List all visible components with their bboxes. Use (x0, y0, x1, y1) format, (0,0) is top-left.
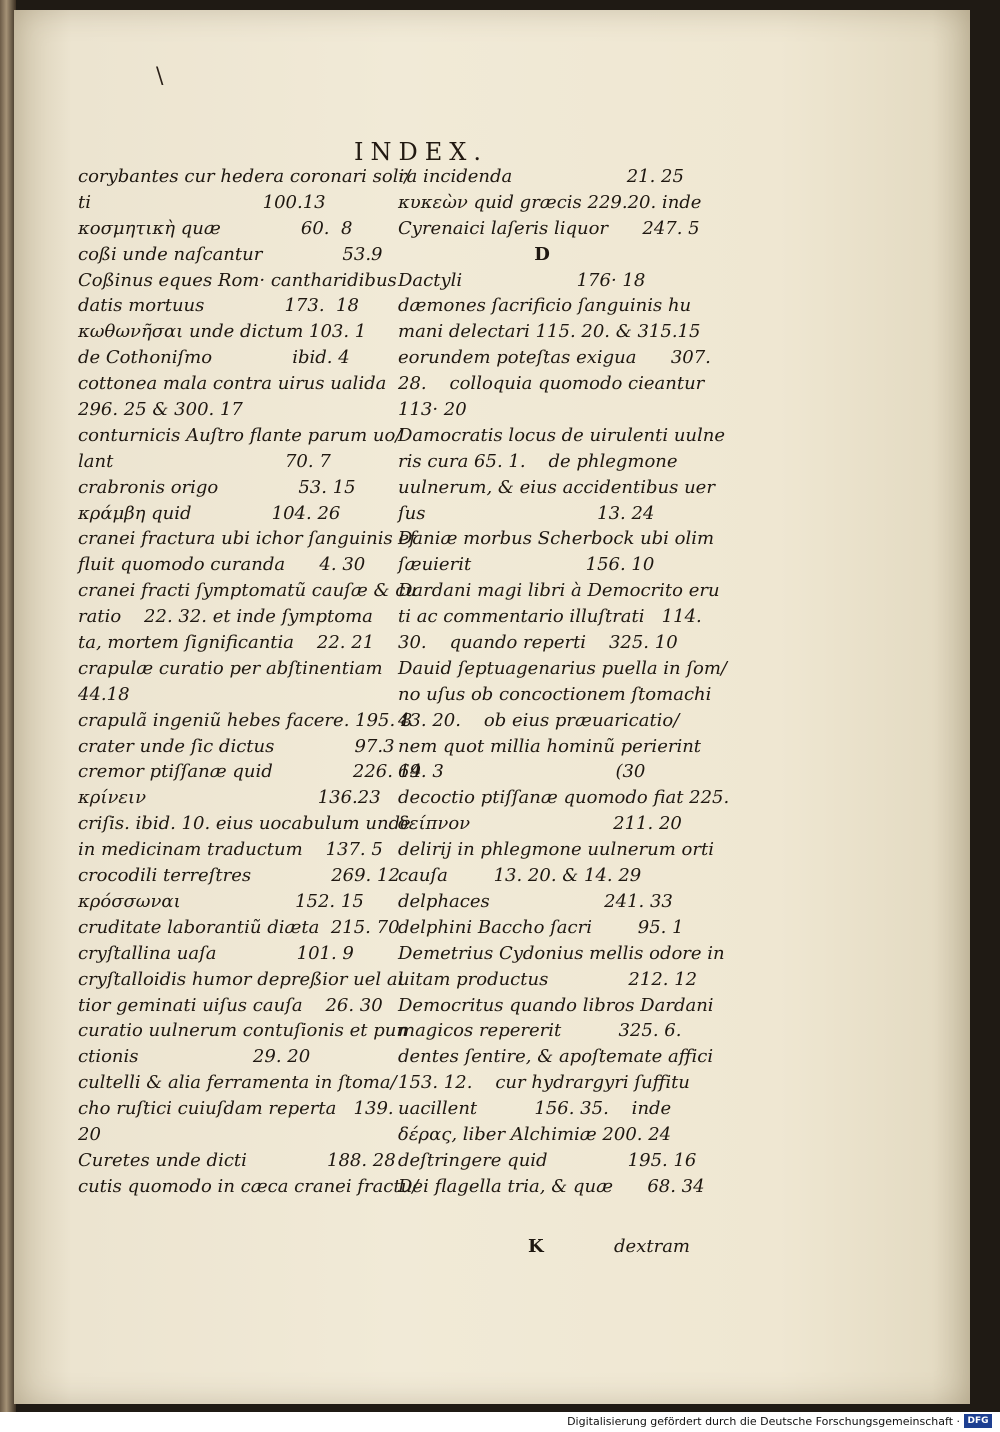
index-entry-line: 43. 20. ob eius præuaricatio/ (398, 709, 680, 731)
index-entry-line: fluit quomodo curanda 4. 30 (78, 554, 366, 576)
index-entry-line: deſtringere quid 195. 16 (398, 1149, 697, 1171)
index-entry-line: Coßinus eques Rom· cantharidibus (78, 269, 397, 291)
index-entry-line: eorundem poteſtas exigua 307. (398, 347, 711, 369)
index-entry-line: Democritus quando libros Dardani (398, 994, 714, 1016)
index-entry-line: κοσμητικὴ quæ 60. 8 (78, 217, 353, 239)
index-entry-line: ratio 22. 32. et inde ſymptoma (78, 606, 373, 628)
index-entry-line: lant 70. 7 (78, 450, 331, 472)
index-entry-line: ſus 13. 24 (398, 502, 655, 524)
index-entry-line: cutis quomodo in cæca cranei fractu/ (78, 1175, 419, 1197)
index-entry-line: δέρας, liber Alchimiæ 200. 24 (398, 1123, 672, 1145)
index-entry-line: crabronis origo 53. 15 (78, 476, 356, 498)
index-entry-line: decoctio ptiſſanæ quomodo fiat 225. (398, 787, 730, 809)
index-entry-line: nem quot millia hominũ perierint (398, 735, 702, 757)
index-entry-line: Dei flagella tria, & quæ 68. 34 (398, 1175, 705, 1197)
index-entry-line: cho ruſtici cuiuſdam reperta 139. (78, 1098, 394, 1120)
index-column-left (78, 164, 422, 1200)
index-entry-line: crapulã ingeniũ hebes facere. 195. 8 (78, 709, 413, 731)
index-entry-line: κρίνειν 136.23 (78, 787, 381, 809)
index-entry-line: Damocratis locus de uirulenti uulne (398, 424, 726, 446)
digitization-note: Digitalisierung gefördert durch die Deutsche Forschungsgemeinschaft · (567, 1415, 960, 1428)
index-entry-line: ſæuierit 156. 10 (398, 554, 655, 576)
index-entry-line: 69. 3 (30 (398, 761, 646, 783)
index-entry-line: Dardani magi libri à Democrito eru (398, 580, 720, 602)
index-entry-line: in medicinam traductum 137. 5 (78, 839, 383, 861)
index-entry-line: Curetes unde dicti 188. 28 (78, 1149, 396, 1171)
index-entry-line: cryſtalloidis humor depreßior uel al (78, 968, 404, 990)
index-entry-line: Demetrius Cydonius mellis odore in (398, 942, 725, 964)
index-entry-line: datis mortuus 173. 18 (78, 295, 359, 317)
index-entry-line: delirij in phlegmone uulnerum orti (398, 839, 714, 861)
index-entry-line: ti 100.13 (78, 191, 326, 213)
running-header: INDEX. (354, 138, 488, 166)
index-entry-line: κωθωνῆσαι unde dictum 103. 1 (78, 321, 367, 343)
index-entry-line: dæmones ſacrificio ſanguinis hu (398, 295, 692, 317)
catchword: dextram (614, 1236, 690, 1257)
index-entry-line: Dactyli 176· 18 (398, 269, 646, 291)
index-entry-line: D (534, 243, 550, 265)
index-entry-line: delphaces 241. 33 (398, 890, 673, 912)
index-entry-line: cremor ptiſſanæ quid 226. 14 (78, 761, 422, 783)
index-entry-line: κράμβη quid 104. 26 (78, 502, 341, 524)
index-entry-line: conturnicis Auſtro flante parum uo/ (78, 424, 402, 446)
index-entry-line: crocodili terreſtres 269. 12 (78, 865, 400, 887)
index-entry-line: crater unde ſic dictus 97.3 (78, 735, 395, 757)
index-entry-line: 296. 25 & 300. 17 (78, 399, 243, 421)
index-entry-line: 153. 12. cur hydrargyri ſuffitu (398, 1072, 690, 1094)
index-entry-line: ctionis 29. 20 (78, 1046, 311, 1068)
index-entry-line: 20 (78, 1123, 101, 1145)
index-entry-line: Dauid ſeptuagenarius puella in ſom/ (398, 657, 728, 679)
index-entry-line: κυκεὼν quid græcis 229.20. inde (398, 191, 702, 213)
index-entry-line: de Cothoniſmo ibid. 4 (78, 347, 350, 369)
index-entry-line: cruditate laborantiũ diæta 215. 70 (78, 916, 400, 938)
index-entry-line: magicos repererit 325. 6. (398, 1020, 682, 1042)
index-entry-line: uulnerum, & eius accidentibus uer (398, 476, 715, 498)
index-entry-line: cultelli & alia ferramenta in ſtoma/ (78, 1072, 397, 1094)
index-entry-line: dentes ſentire, & apoſtemate affici (398, 1046, 714, 1068)
index-entry-line: curatio uulnerum contuſionis et pun (78, 1020, 408, 1042)
index-entry-line: cauſa 13. 20. & 14. 29 (398, 865, 642, 887)
index-entry-line: ris cura 65. 1. de phlegmone (398, 450, 678, 472)
index-entry-line: uitam productus 212. 12 (398, 968, 698, 990)
corner-mark: \ (156, 64, 164, 89)
index-entry-line: tior geminati uiſus cauſa 26. 30 (78, 994, 383, 1016)
index-entry-line: κρόσσωναι 152. 15 (78, 890, 364, 912)
index-entry-line: cranei fracti ſymptomatũ cauſæ & cu (78, 580, 417, 602)
index-entry-line: 44.18 (78, 683, 130, 705)
index-entry-line: cranei fractura ubi ichor ſanguinis ef (78, 528, 416, 550)
index-entry-line: no uſus ob concoctionem ſtomachi (398, 683, 712, 705)
index-entry-line: crapulæ curatio per abſtinentiam (78, 657, 383, 679)
index-entry-line: 113· 20 (398, 399, 467, 421)
index-entry-line: ra incidenda 21. 25 (398, 166, 684, 187)
signature-mark: K (528, 1236, 544, 1257)
index-entry-line: ta, mortem ſignificantia 22. 21 (78, 632, 375, 654)
dfg-logo: DFG (964, 1414, 992, 1428)
index-entry-line: ti ac commentario illuſtrati 114. (398, 606, 702, 628)
index-entry-line: cottonea mala contra uirus ualida (78, 373, 387, 395)
index-entry-line: coßi unde naſcantur 53.9 (78, 243, 383, 265)
index-entry-line: corybantes cur hedera coronari soli/ (78, 166, 411, 187)
index-entry-line: 30. quando reperti 325. 10 (398, 632, 678, 654)
index-entry-line: Daniæ morbus Scherbock ubi olim (398, 528, 715, 550)
index-entry-line: Cyrenaici laſeris liquor 247. 5 (398, 217, 700, 239)
index-entry-line: uacillent 156. 35. inde (398, 1098, 672, 1120)
index-entry-line: cryſtallina uaſa 101. 9 (78, 942, 354, 964)
index-entry-line: mani delectari 115. 20. & 315.15 (398, 321, 701, 343)
index-column-right (398, 164, 730, 1200)
index-entry-line: criſis. ibid. 10. eius uocabulum unde (78, 813, 411, 835)
index-entry-line: δείπνον 211. 20 (398, 813, 682, 835)
index-entry-line: 28. colloquia quomodo cieantur (398, 373, 705, 395)
index-entry-line: delphini Baccho ſacri 95. 1 (398, 916, 684, 938)
